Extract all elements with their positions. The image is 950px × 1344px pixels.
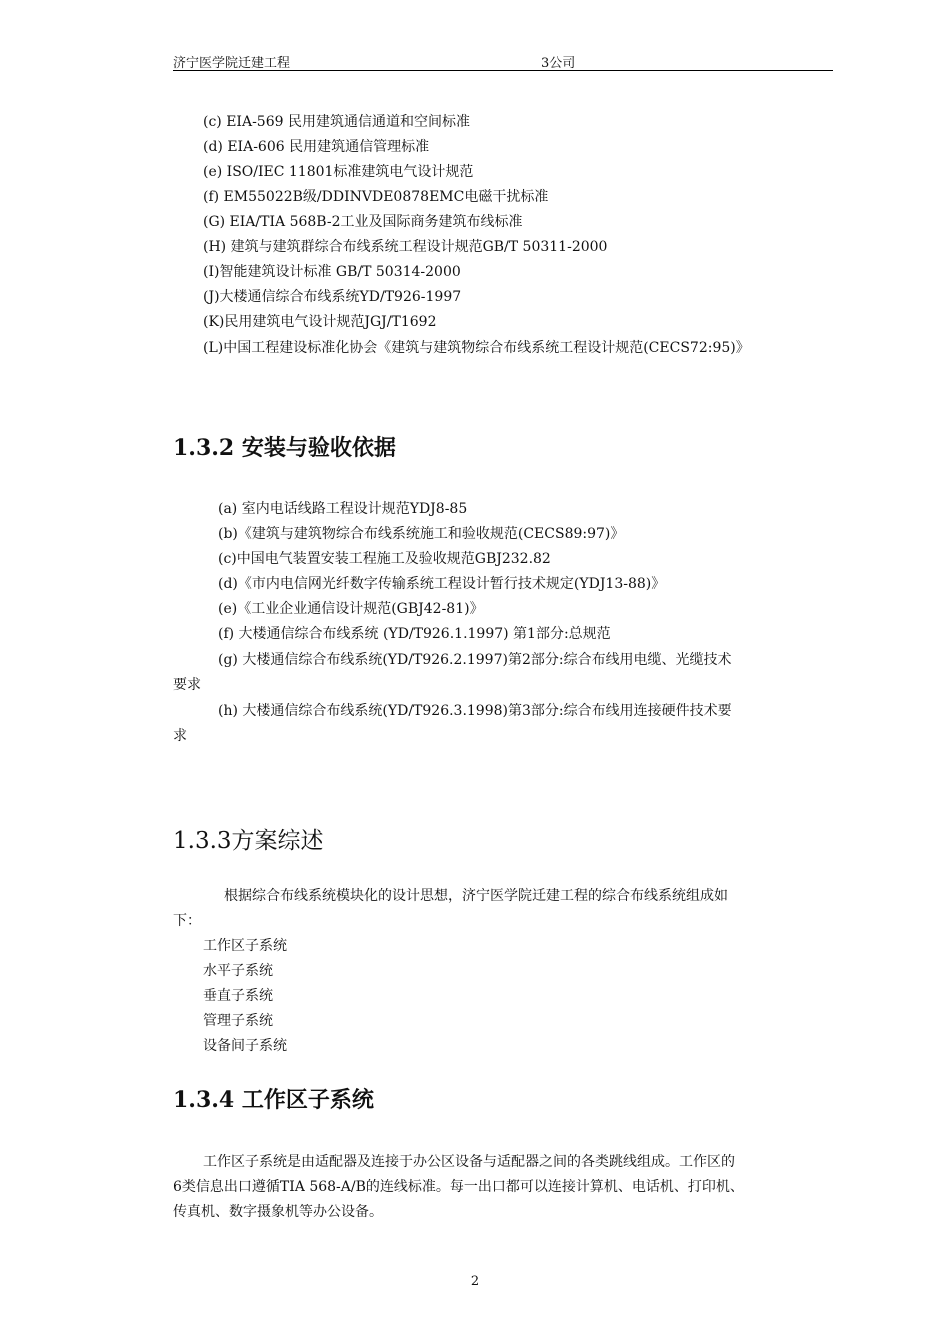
standard-item: (c) EIA-569 民用建筑通信通道和空间标准 (203, 114, 470, 130)
subsystem-item: 管理子系统 (203, 1013, 273, 1029)
body-paragraph-line: 工作区子系统是由适配器及连接于办公区设备与适配器之间的各类跳线组成。工作区的 (203, 1154, 735, 1170)
list-item: (a) 室内电话线路工程设计规范YDJ8-85 (218, 501, 468, 517)
page-header (173, 52, 833, 71)
body-paragraph-line: 传真机、数字摄象机等办公设备。 (173, 1204, 383, 1220)
standard-item: (e) ISO/IEC 11801标准建筑电气设计规范 (203, 164, 474, 180)
list-item: (h) 大楼通信综合布线系统(YD/T926.3.1998)第3部分:综合布线用连接硬件技术要 (218, 703, 732, 719)
body-paragraph-line: 6类信息出口遵循TIA 568-A/B的连线标准。每一出口都可以连接计算机、电话机、打印机、 (173, 1179, 744, 1195)
list-item: (f) 大楼通信综合布线系统 (YD/T926.1.1997) 第1部分:总规范 (218, 626, 611, 642)
standard-item: (I)智能建筑设计标准 GB/T 50314-2000 (203, 264, 461, 280)
standard-item: (d) EIA-606 民用建筑通信管理标准 (203, 139, 430, 155)
subsystem-item: 垂直子系统 (203, 988, 273, 1004)
list-item: (c)中国电气装置安装工程施工及验收规范GBJ232.82 (218, 551, 551, 567)
header-project-title: 济宁医学院迁建工程 (173, 56, 291, 71)
intro-paragraph: 根据综合布线系统模块化的设计思想，济宁医学院迁建工程的综合布线系统组成如 (224, 888, 728, 904)
list-item: (b)《建筑与建筑物综合布线系统施工和验收规范(CECS89:97)》 (218, 526, 625, 542)
section-heading-1-3-4: 1.3.4 工作区子系统 (173, 1087, 374, 1113)
standard-item: (J)大楼通信综合布线系统YD/T926-1997 (203, 289, 462, 305)
standard-item: (L)中国工程建设标准化协会《建筑与建筑物综合布线系统工程设计规范(CECS72:95)》 (203, 340, 750, 356)
list-item-wrap: 要求 (173, 677, 201, 693)
standard-item: (G) EIA/TIA 568B-2工业及国际商务建筑布线标准 (203, 214, 523, 230)
subsystem-item: 工作区子系统 (203, 938, 287, 954)
page-number: 2 (470, 1274, 480, 1289)
list-item-wrap: 求 (173, 728, 187, 744)
standard-item: (K)民用建筑电气设计规范JGJ/T1692 (203, 314, 437, 330)
list-item: (g) 大楼通信综合布线系统(YD/T926.2.1997)第2部分:综合布线用电缆、光缆技术 (218, 652, 732, 668)
subsystem-item: 设备间子系统 (203, 1038, 287, 1054)
intro-paragraph-wrap: 下： (173, 913, 201, 929)
list-item: (e)《工业企业通信设计规范(GBJ42-81)》 (218, 601, 484, 617)
list-item: (d)《市内电信网光纤数字传输系统工程设计暂行技术规定(YDJ13-88)》 (218, 576, 666, 592)
standard-item: (H) 建筑与建筑群综合布线系统工程设计规范GB/T 50311-2000 (203, 239, 608, 255)
header-company: 3公司 (541, 56, 576, 71)
standard-item: (f) EM55022B级/DDINVDE0878EMC电磁干扰标准 (203, 189, 549, 205)
section-heading-1-3-2: 1.3.2 安装与验收依据 (173, 435, 396, 461)
section-heading-1-3-3: 1.3.3方案综述 (173, 828, 324, 854)
subsystem-item: 水平子系统 (203, 963, 273, 979)
